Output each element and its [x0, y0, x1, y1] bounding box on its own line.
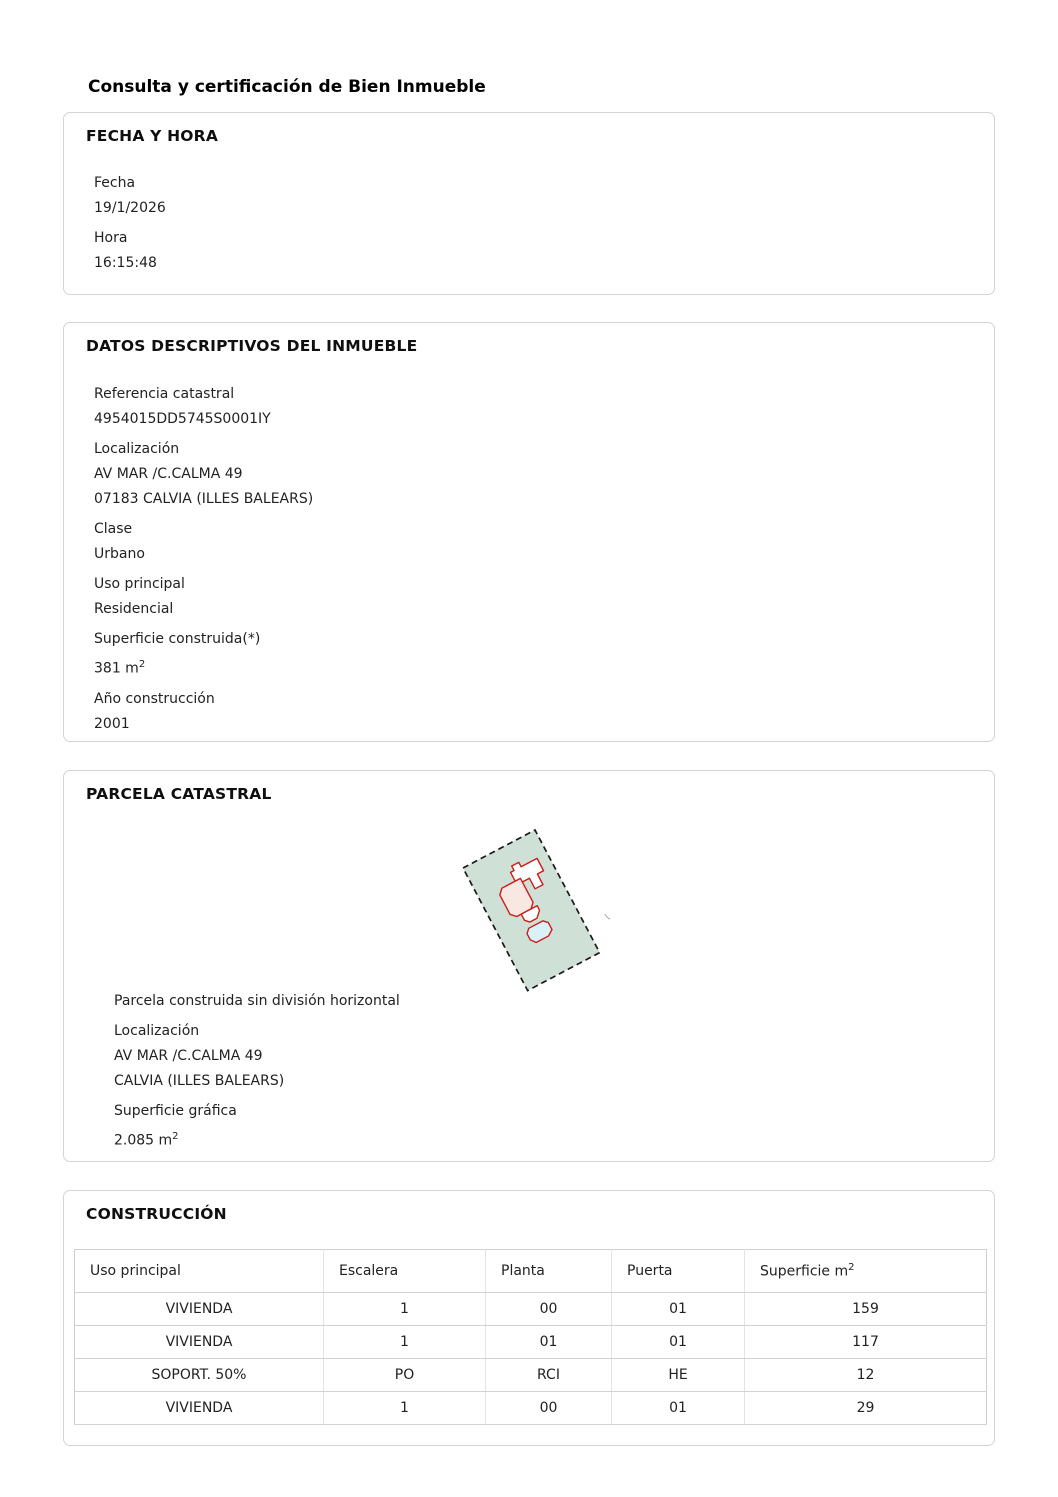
table-cell: VIVIENDA — [75, 1325, 324, 1358]
table-cell: 117 — [745, 1325, 987, 1358]
field-label: Localización — [94, 441, 180, 457]
table-row — [75, 1391, 987, 1424]
field-label: Localización — [114, 1023, 200, 1039]
section-heading-construccion: CONSTRUCCIÓN — [86, 1205, 227, 1223]
table-cell: 1 — [324, 1325, 486, 1358]
table-cell: 00 — [486, 1292, 612, 1325]
field-clase — [94, 517, 313, 567]
table-cell: RCI — [486, 1358, 612, 1391]
field-value: 381 $m^2$ — [94, 659, 146, 677]
field-ano-construccion — [94, 687, 313, 737]
field-referencia-catastral — [94, 382, 313, 432]
field-localizacion — [114, 1019, 400, 1094]
col-header-escalera: Escalera — [324, 1250, 486, 1293]
field-label: Fecha — [94, 175, 136, 191]
field-superficie-grafica — [114, 1099, 400, 1154]
panel-construccion — [63, 1190, 995, 1446]
field-localizacion — [94, 437, 313, 512]
table-cell: 01 — [486, 1325, 612, 1358]
table-cell: HE — [612, 1358, 745, 1391]
section-heading-datos-descriptivos: DATOS DESCRIPTIVOS DEL INMUEBLE — [86, 337, 418, 355]
field-value: CALVIA (ILLES BALEARS) — [114, 1073, 285, 1089]
col-header-superficie: Superficie $m^2$ — [745, 1250, 987, 1293]
panel-fecha-y-hora — [63, 112, 995, 295]
field-label: Referencia catastral — [94, 386, 235, 402]
neighbor-parcel-tick — [605, 914, 610, 919]
field-superficie-construida — [94, 627, 313, 682]
table-cell: 29 — [745, 1391, 987, 1424]
field-fecha — [94, 171, 166, 221]
table-row — [75, 1292, 987, 1325]
col-header-uso-principal: Uso principal — [75, 1250, 324, 1293]
field-value: 2001 — [94, 715, 130, 732]
table-cell: VIVIENDA — [75, 1391, 324, 1424]
field-value: AV MAR /C.CALMA 49 — [94, 466, 243, 482]
table-row — [75, 1325, 987, 1358]
parcela-fields — [114, 989, 400, 1159]
panel-parcela-catastral — [63, 770, 995, 1162]
superscript: 2 — [172, 1131, 179, 1142]
section-heading-parcela-catastral: PARCELA CATASTRAL — [86, 785, 272, 803]
table-cell: 01 — [612, 1391, 745, 1424]
fecha-hora-fields — [94, 171, 166, 281]
panel-datos-descriptivos — [63, 322, 995, 742]
table-cell: SOPORT. 50% — [75, 1358, 324, 1391]
table-cell: 1 — [324, 1391, 486, 1424]
superscript: 2 — [138, 659, 146, 670]
table-cell: VIVIENDA — [75, 1292, 324, 1325]
field-value: 4954015DD5745S0001IY — [94, 411, 271, 427]
superscript: 2 — [848, 1262, 855, 1273]
field-uso-principal — [94, 572, 313, 622]
table-cell: 00 — [486, 1391, 612, 1424]
table-cell: PO — [324, 1358, 486, 1391]
table-cell: 12 — [745, 1358, 987, 1391]
field-label: Clase — [94, 521, 133, 537]
field-label: Superficie gráfica — [114, 1103, 237, 1119]
field-value: 16:15:48 — [94, 255, 157, 271]
datos-fields — [94, 382, 313, 742]
field-value: 07183 CALVIA (ILLES BALEARS) — [94, 491, 314, 507]
parcela-note: Parcela construida sin división horizontal — [114, 993, 400, 1009]
field-label: Superficie construida(*) — [94, 631, 261, 647]
field-value: 2.085 $m^2$ — [114, 1131, 179, 1149]
col-header-planta: Planta — [486, 1250, 612, 1293]
table-row — [75, 1358, 987, 1391]
field-hora — [94, 226, 166, 276]
construction-table — [74, 1249, 987, 1425]
table-cell: 01 — [612, 1292, 745, 1325]
field-value: Residencial — [94, 601, 174, 617]
field-label: Año construcción — [94, 690, 215, 707]
field-label: Hora — [94, 230, 128, 246]
field-value: 19/1/2026 — [94, 200, 166, 216]
field-value: Urbano — [94, 546, 145, 562]
page-title: Consulta y certificación de Bien Inmueble — [88, 77, 486, 97]
table-cell: 159 — [745, 1292, 987, 1325]
table-cell: 01 — [612, 1325, 745, 1358]
field-value: AV MAR /C.CALMA 49 — [114, 1048, 263, 1064]
section-heading-fecha-y-hora: FECHA Y HORA — [86, 127, 219, 145]
table-cell: 1 — [324, 1292, 486, 1325]
table-header-row — [75, 1250, 987, 1293]
col-header-puerta: Puerta — [612, 1250, 745, 1293]
field-label: Uso principal — [94, 576, 185, 592]
